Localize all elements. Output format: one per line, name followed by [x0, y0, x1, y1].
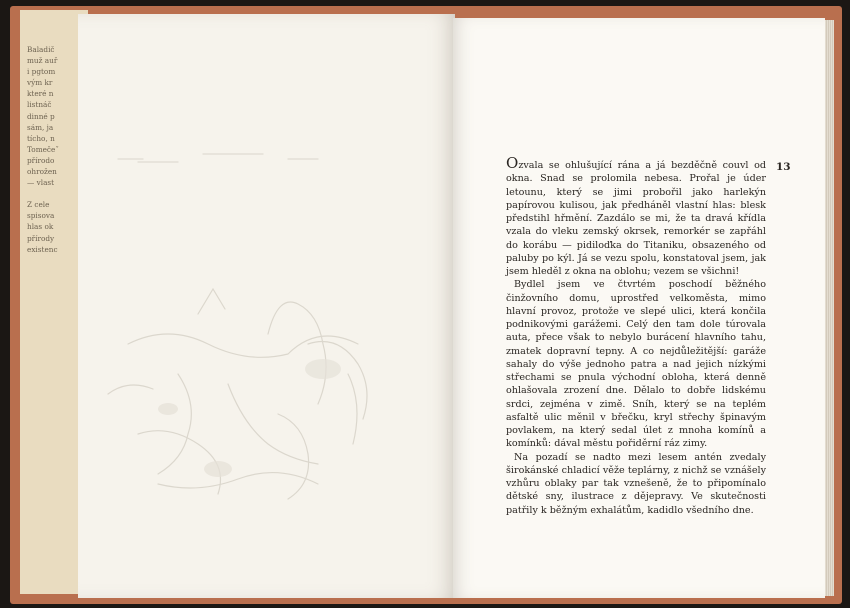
flap-line: ohrožen — [27, 167, 57, 177]
flap-line: sám, ja — [27, 122, 54, 132]
show-through-illustration — [78, 14, 455, 598]
flap-line: vým kr — [27, 78, 53, 88]
flap-line: tícho, n — [27, 133, 55, 143]
flap-line: Tomečeˇ — [27, 144, 59, 154]
left-page — [78, 14, 455, 598]
flap-line: hlas ok — [27, 222, 54, 232]
paragraph: Bydlel jsem ve čtvrtém poschodí běžného činžovního domu, uprostřed velkoměsta, mimo hlavní provoz, protože ve slepé ulici, která končila podnikovými garážemi. Celý den tam dole túrovala auta, přece však to nebylo burácení hlavního tahu, zmatek dopravní tepny. A co nejdůležitější: garáže sahaly do výše jednoho patra a nad jejich nízkými střechami se pnula východní obloha, která denně ohlašovala zrození dne. Dělalo to dobře lidskému srdci, zejména v zimě. Sníh, který se na teplém asfaltě ulic měnil v břečku, kryl střechy špinavým povlakem, na který sedal úlet z mnoha komínů a komínků: dával městu pořiděrní ráz zimy. — [506, 279, 766, 450]
flap-line: listnáč — [27, 100, 52, 110]
flap-line: muž auř — [27, 56, 58, 66]
flap-line: přírodo — [27, 155, 55, 165]
flap-line: — vlast — [27, 178, 55, 188]
paragraph — [506, 154, 766, 278]
paragraph: Na pozadí se nadto mezi lesem antén zvedaly širokánské chladicí věže teplárny, z nichž se vznášely vzhůru oblaky par tak vznešeně, že to připomínalo dětské sny, ilustrace z dějepravy. Ve skutečnosti patřily k běžným exhalátům, kadidlo všedního dne. — [506, 451, 766, 516]
flap-line: Baladič — [27, 45, 55, 54]
flap-line: spisova — [27, 211, 55, 221]
flap-line: přírody — [27, 233, 55, 243]
page-edge — [825, 20, 834, 596]
flap-line: Z cele — [27, 200, 50, 210]
paragraph-text: zvala se ohlušující rána a já bezděčně couvl od okna. Snad se prolomila nebesa. Prořal je úder letounu, který se jimi probořil jako harlekýn papírovou kulisou, jak předháněl vlastní hlas: blesk předstihl hřmění. Zazdálo se mi, že ta dravá křídla vzala do vleku zemský okrsek, remorkér se zapřáhl do korábu — pidiloďka do Titaniku, obsazeného od paluby po kýl. Já se vezu spolu, konstatoval jsem, jak jsem hleděl z okna na oblohu; vezem se všichni! — [506, 160, 766, 277]
body-text — [506, 154, 766, 517]
flap-line: i pgtom — [27, 67, 56, 77]
flap-line: které n — [27, 89, 54, 99]
flap-line: existenc — [27, 244, 58, 254]
drop-letter: O — [506, 154, 519, 172]
page-number: 13 — [776, 161, 791, 173]
flap-line: dinné p — [27, 111, 55, 121]
